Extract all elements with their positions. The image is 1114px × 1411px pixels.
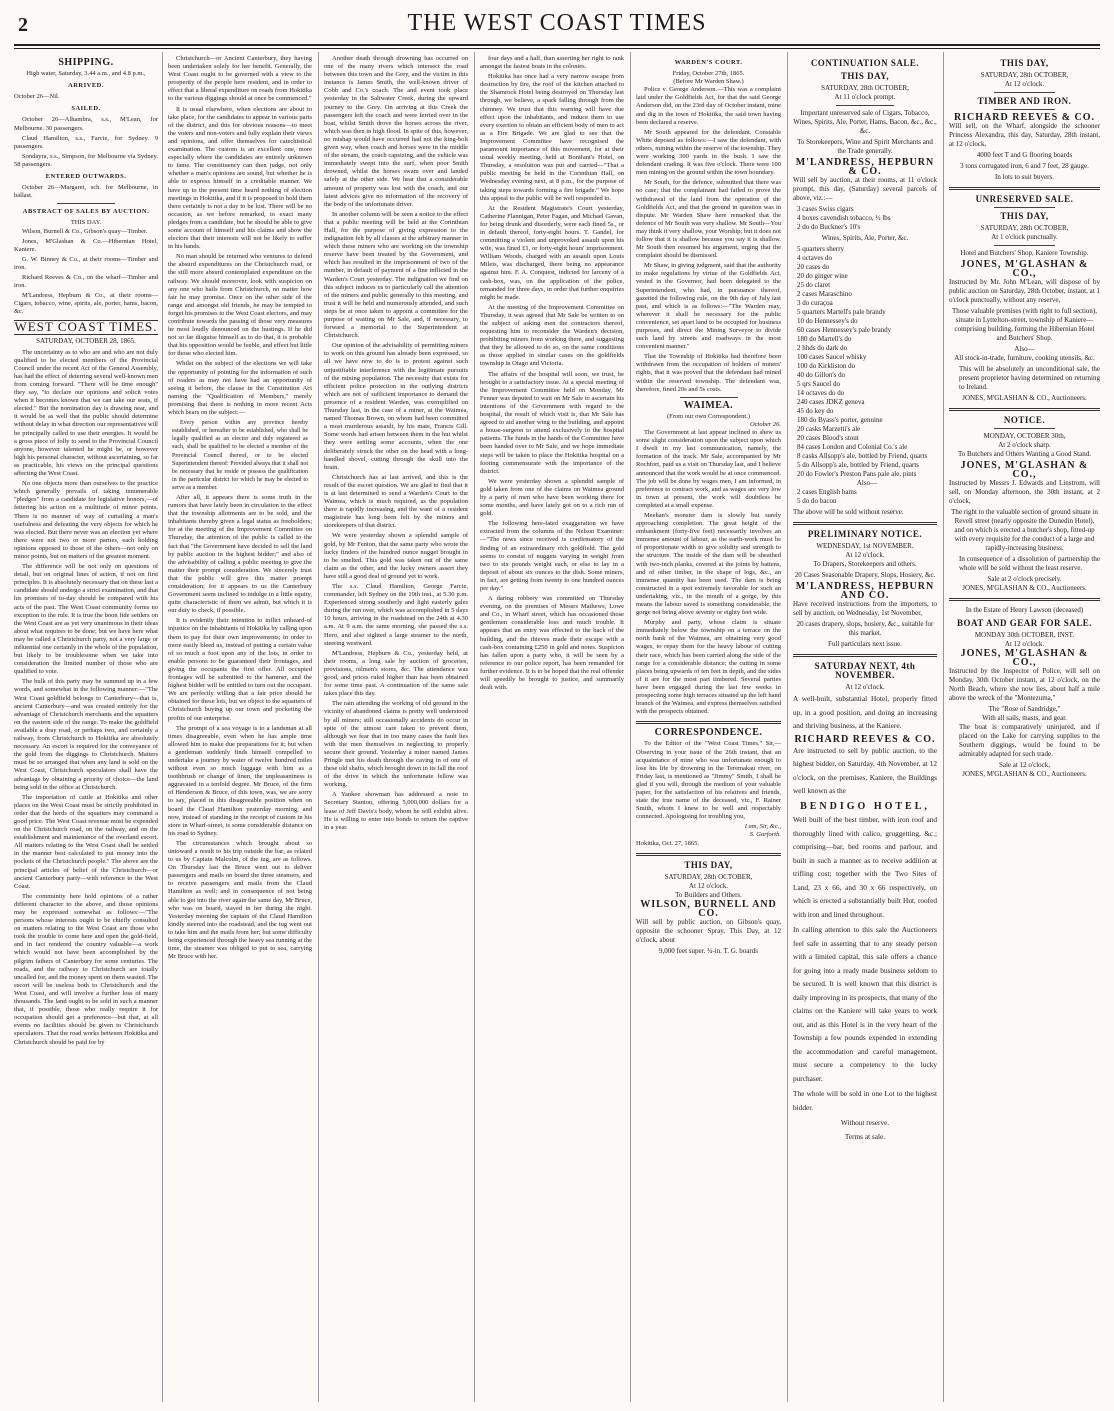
leader-paragraph: No one objects more than ourselves to the practice which generally prevails of taking innumerable "pledges" from a candidate for legislative honors,—of fettering his action on a multitude of minor points. There is no manner of way of curtailing a man's usefulness and defeating the very objects for which he was elected. But there never was an election yet where there were not two or more parties, each holding opinions opposed to those of the others—not only on minor points, but on matters of the greatest moment. xyxy=(14,480,158,560)
separator xyxy=(994,428,1054,429)
advert-unreserved xyxy=(949,195,1100,403)
column-3 xyxy=(324,55,468,1400)
act-quotation: Every person within any province hereby established, or hereafter to be established, who shall be legally qualified as an elector and duly registered as such, shall be qualified to be elected a member of the Provincial Council thereof, or to be elected Superintendent thereof: Provided always that it shall not be necessary that he reside or possess the qualification in the particular district for which he may be elected to serve as a member. xyxy=(172,420,308,491)
advert-item: 3 tons corrugated iron, 6 and 7 feet, 28 gauge. xyxy=(960,162,1089,170)
correspondence-date: Hokitika, Oct. 27, 1865. xyxy=(636,839,700,847)
advert-desc: Important unreserved sale of Cigars, Tobacco, Wines, Spirits, Ale, Porter, Hams, Bacon, &c., &c., &c. xyxy=(793,109,937,135)
stock-item: 2 hhds do dark do xyxy=(797,344,848,352)
advert-this-day: THIS DAY, xyxy=(1000,211,1049,221)
advert-firm: JONES, M'GLASHAN & CO., xyxy=(960,648,1089,668)
article-paragraph: At the Resident Magistrate's Court yesterday, Catherine Flannigan, Peter Fagan, and Michael Gavan, for being drunk and disorderly, were each fined 5s., or in default thereof, forty-eight hours. T. Gandel, for committing a violent and unprovoked assault upon his wife, was fined £1, or forty-eight hours' imprisonment. William Woods, charged with an assault upon Louis Mileis, was discharged, there being no appearance against him. F. A. Conquest, indicted for larceny of a cash-box, was, on the application of the police, remanded for three days, in order that further enquiries might be made. xyxy=(480,204,624,301)
advert-item: 9,000 feet super. ¾-in. T. G. boards xyxy=(659,946,758,955)
advert-firm: RICHARD REEVES & CO. xyxy=(794,733,936,745)
advert-heading: TIMBER AND IRON. xyxy=(977,96,1072,106)
stock-item: 4 octaves do xyxy=(797,254,832,262)
advert-also: Also— xyxy=(1014,345,1035,353)
column-divider xyxy=(318,52,319,1402)
stock-item: 20 do Fowler's Preston Pans pale ale, pints xyxy=(797,470,917,478)
article-paragraph: four days and a half, than asserting her right to rank amongst the fastest boats in the colonies. xyxy=(480,55,624,71)
separator xyxy=(994,92,1054,93)
advert-wilson-burnell xyxy=(636,861,781,956)
column-2 xyxy=(168,55,312,1400)
stock-item: 5 quarters sherry xyxy=(797,245,845,253)
advert-desc: The boat is comparatively uninjured, and if placed on the Lake for carrying supplies to the Southern diggings, would be found to be admirably adapted for such trade. xyxy=(959,723,1100,758)
advert-time: At 11 o'clock prompt. xyxy=(834,93,896,101)
article-paragraph: It is usual elsewhere, when elections are about to take place, for the candidates to appear in various parts of the district, and this for obvious reasons—to meet the voters and non-voters and fully explain their views and opinions, and offer themselves for catechistical examination. The custom is an excellent one, more especially where the candidates are entirely unknown to fame. The constituency can then judge, not only whether a man's opinions are sound, but whether he is able to express himself in a creditable manner. We have up to the present time heard nothing of election meetings in Hokitika, and if it is proposed to hold them there certainly is not a day to be lost. There will be no occasion, as we before remarked, to exact many pledges from a candidate, but he should be able to give some account of himself and his claims and show the electors that their interests will not be likely to suffer in his hands. xyxy=(168,105,312,251)
separator xyxy=(994,109,1054,110)
article-paragraph: The prompt of a sea voyage is to a landsman at all times disagreeable, even when he has ample time allowed him to make due preparations for it; but when a gentleman suddenly finds himself compelled to undertake a journey by water of twelve hundred miles without even so much luggage with him as a toothbrush or change of linen, the unpleasantness is aggravated in a tenfold degree. Mr Bruce, of the firm of Henderson & Bruce, of this town, was, we are sorry to say, placed in this disagreeable position when on board the Claud Hamilton yesterday morning, and now, instead of standing in the receipt of custom in his store in Wharf-street, is some considerable distance on his road to Sydney. xyxy=(168,724,312,837)
advert-desc: A well-built, substantial Hotel, properly fitted up, in a good position, and doing an increasing and thriving business, at the Kaniere. xyxy=(793,694,937,730)
stock-subheading: Wines, Spirits, Ale, Porter, &c. xyxy=(821,234,909,242)
stock-item: 20 cases do xyxy=(797,263,830,271)
advert-reserve: Without reserve. xyxy=(840,1118,890,1127)
stock-item: 5 qrs Saucel do xyxy=(797,380,840,388)
advert-date: SATURDAY, 28th OCTOBER, xyxy=(980,224,1069,232)
stock-item: 45 do key do xyxy=(797,407,834,415)
stock-item: 180 do Byass's porter, genuine xyxy=(797,416,883,424)
page-number: 2 xyxy=(18,14,28,36)
waimea-date: October 26. xyxy=(749,420,781,428)
double-rule xyxy=(793,522,937,525)
advert-stock: All stock-in-trade, furniture, cooking utensils, &c. xyxy=(954,354,1095,362)
separator xyxy=(57,203,115,204)
column-divider xyxy=(474,52,475,1402)
column-5 xyxy=(636,55,781,1400)
waimea-subheading: (From our own Correspondent.) xyxy=(666,412,751,420)
boat-name: The "Rose of Sandridge," xyxy=(988,705,1061,713)
arrived-heading: ARRIVED. xyxy=(68,82,104,90)
separator xyxy=(994,207,1054,208)
waimea-paragraph: The Government at last appear inclined to shew us some slight consideration upon the subject upon which I dwelt in my last communication, namely, the formation of the track. Mr Sale, accompanied by Mr Rochfort, paid us a visit on Thursday last, and I believe announced that the work would be at once commenced. The job will be done by wages men, I am informed, in preference to contract work, and as wages are very low in town at present, the work will doubtless be completed at a small expense. xyxy=(636,429,781,509)
advert-firm: M'LANDRESS, HEPBURN AND CO. xyxy=(795,581,935,601)
court-paragraph: Mr Shaw, in giving judgment, said that the authority to make regulations by virtue of the Goldfields Act, vested in the Governor, had been delegated to the Superintendent, who had, in pursuance thereof, gazetted the following rule, on the 9th day of July last past, and which is as follows:—"The Warden may, wherever it shall be necessary for the public convenience, set apart land to be occupied for business purposes, and direct the Mining Surveyor to divide such land by streets and roadways in the most convenient manner." xyxy=(636,262,781,351)
advert-signature: JONES, M'GLASHAN & CO., Auctioneers. xyxy=(962,584,1087,592)
stock-item: 100 do Kirkliston do xyxy=(797,362,856,370)
advert-heading: UNRESERVED SALE. xyxy=(975,194,1074,204)
masthead-rule-thin xyxy=(14,48,1100,49)
double-rule xyxy=(949,187,1100,190)
advert-this-day: THIS DAY, xyxy=(684,859,733,870)
advert-firm: M'LANDRESS, HEPBURN & CO. xyxy=(795,157,935,177)
sailed-heading: SAILED. xyxy=(71,105,101,113)
advert-items: 20 cases drapery, slops, hosiery, &c., suitable for this market. xyxy=(796,620,934,637)
notice-heading: NOTICE. xyxy=(1003,415,1046,425)
advert-subheading: Hotel and Butchers' Shop, Kaniere Township. xyxy=(960,249,1089,257)
advert-audience: To Storekeepers, Wine and Spirit Merchants and the Trade generally. xyxy=(797,138,933,155)
column-divider xyxy=(162,52,163,1402)
advert-notice xyxy=(949,416,1100,593)
sailed-item: Sondayra, s.s., Simpson, for Melbourne via Sydney. 58 passengers. xyxy=(14,152,158,168)
article-paragraph: At the meeting of the Improvement Committee on Thursday, it was agreed that Mr Sale be written to on the subject of asking men the contractors thereof, requesting him to reconsider the Warden's decision, prohibiting miners from working there, and suggesting that they be allowed to do so, on the same conditions as those applied in similar cases on the goldfields township in Otago and Victoria. xyxy=(480,303,624,368)
stock-item: 84 cases London and Colonial Co.'s ale xyxy=(797,443,908,451)
leader-paragraph: The importation of cattle at Hokitika and other places on the West Coast must be strictly prohibited in order that the herds of the squatters may command a good price. The West Coast revenue must be expended on the Christchurch road, on the railway, and on the establishment and maintenance of the overland escort. All matters relating to the West Coast shall be settled in the manner best calculated to put money into the pockets of the Christchurch people." The above are the principal articles of belief of the Christchurch—or ancient Canterbury party—with reference to the West Coast. xyxy=(14,793,158,890)
article-paragraph: The circumstances which brought about so untoward a result to his trip outside the bar, as related to us by Captain Malcolm, of the tug, are as follows. On Thursday last the Bruce went out to deliver passengers and mails on board the three steamers, and to receive passengers and mails from the Claud Hamilton as well; and in consequence of not being able to get into the river again the same day, Mr Bruce, who was on board, stayed in her during the night. Yesterday morning the captain of the Claud Hamilton kindly steered into the roadstead, and the tug went out to take him and the mails from her; but some difficulty being experienced through the heavy sea running at the time, the steamer was obliged to put to sea, carrying Mr Bruce with her. xyxy=(168,839,312,961)
advert-date: MONDAY, OCTOBER 30th, xyxy=(983,432,1066,440)
stock-item: 20 casks Marzetti's ale xyxy=(797,425,861,433)
advert-date: MONDAY 30th OCTOBER, INST. xyxy=(974,631,1075,639)
stock-item: Also— xyxy=(856,479,878,487)
article-paragraph: The rain attending the working of old ground in the vicinity of abandoned claims is pretty well understood by all miners; still occasionally accidents do occur in spite of the utmost care taken to prevent them, although we fear that in too many cases the fault lies with the men themselves in neglecting to properly secure their ground. Yesterday a miner named James Pringle met his death through the caving in of one of these old shafts, which brought down in its fall the roof of the drive in which the unfortunate fellow was working. xyxy=(324,700,468,789)
advert-text: The whole will be sold in one Lot to the highest bidder. xyxy=(793,1089,937,1112)
advert-time: At 2 o'clock sharp. xyxy=(998,441,1051,449)
stock-item: 2 cases Maraschino xyxy=(797,290,852,298)
advert-heading: PRELIMINARY NOTICE. xyxy=(807,529,923,539)
high-water: High water, Saturday, 3.44 a.m., and 4.8 p.m., xyxy=(26,70,146,78)
advert-date: WEDNESDAY, 1st NOVEMBER. xyxy=(816,542,914,550)
court-heading: WARDEN'S COURT. xyxy=(674,59,743,66)
advert-this-day: THIS DAY, xyxy=(1000,58,1049,68)
abstract-this-day: THIS DAY. xyxy=(70,219,102,227)
leader-paragraph: The difference will be not only on questions of detail, but on original lines of action, if not on first principles. It is absolutely necessary that on these last a candidate should undergo a strict examination, and that his promises of to-day should be compared with his acts of the past. The West Coast community forms no exception to the rule. It is true the boon fide settlers on the West Coast are as yet very unanimous in their ideas about what requires to be done; but we have here what may be called a Christchurch party, not a very large or influential one certainly in the whole of the population, but likely to be troublesome when we take into consideration the limited number of those who are qualified to vote. xyxy=(14,563,158,676)
advert-time: At 12 o'clock. xyxy=(1004,640,1045,648)
court-date: Friday, October 27th, 1865. xyxy=(672,70,745,78)
stock-item: 5 quarters Martell's pale brandy xyxy=(797,308,886,316)
separator xyxy=(680,397,738,398)
correspondence-signature: S. Garforth. xyxy=(749,831,781,839)
article-paragraph: Whilst on the subject of the elections we will take the opportunity of pointing for the information of such of readers as may not have had an opportunity of seeing it before, the clause in the Constitution Act naming the "Qualification of Members," merely promising that there is nothing in more recent Acts which bears on the subject:— xyxy=(168,360,312,417)
abstract-item: Jones, M'Glashan & Co.—Hibernian Hotel, Kaniere. xyxy=(14,237,158,253)
article-paragraph: The affairs of the hospital will soon, we trust, be brought to a satisfactory issue. At a special meeting of the Improvement Committee held on Monday, Mr Fenner was deputed to wait on Mr Sale to ascertain his intentions of the Government with regard to the hospital, the result of which visit is, that Mr Sale has agreed to aid another wing to the building, and appoint a house-surgeon to attend exclusively to the hospital patients. The funds in the hands of the Committee have been handed over to Mr Sale, and we hope immediate steps will be taken to place the Hokitika hospital on a footing commensurate with the importance of the district. xyxy=(480,370,624,475)
advert-sale-time: Sale at 12 o'clock, xyxy=(998,761,1051,769)
editorial-dateline: SATURDAY, OCTOBER 28, 1865. xyxy=(36,336,136,345)
column-divider xyxy=(787,52,788,1402)
separator xyxy=(836,105,894,106)
article-paragraph: Christchurch—or Ancient Canterbury, they having been undertaken solely for her benefit. Generally, the West Coast ought to be governed with a view to the prosperity of the people here resident, and in order to effect that a liberal expenditure on roads from Hokitika to the various diggings should at once be commenced." xyxy=(168,55,312,103)
advert-text: Will sell by public auction, on Gibson's quay, opposite the schooner Spray, This Day, at 12 o'clock, about xyxy=(636,917,781,944)
article-paragraph: Another death through drowning has occurred on one of the many rivers which intersect the road between this town and the Grey, and the victim in this instance is James Smith, the well-known driver of Cobb and Co.'s coach. The and event took place yesterday in the Saltwater Creek, during the upward journey to the Grey. On arriving at this Creek the passengers left the coach and were ferried over in the boat, whilst Smith drove the horses across the river, which was then in high flood. In spite of this, however, no mishap would have occurred had not the king-bolt given way, when coach and horses were in the middle of the stream, the coach capsizing, and the vehicle was immediately swept into the surf, when poor Smith drowned, whilst the horses swam over and landed safely at the other side. We hear that a considerable amount of property was lost with the coach, and our latest advices give no information of the recovery of the body of the unfortunate driver. xyxy=(324,55,468,208)
stock-item: 8 casks Allsopp's ale, bottled by Friend, quarts xyxy=(797,452,928,460)
article-paragraph: In another column will be seen a notice to the effect that a public meeting will be held at the Corinthian Hall, for the purpose of giving expression to the indignation felt by all classes at the arbitrary manner in which these miners who are working on the township reserve have been treated by the Government, and which has resulted in the imprisonment of two of the number, in default of payment of a fine inflicted in the Warden's Court yesterday. The indignation we find on this subject induces us to particularly call the attention of the miners and public generally to this meeting, and trust it will be held and numerously attended, and such steps be at once taken to appoint a committee for the purpose of waiting on Mr Sale, and, if necessary, to forward a memorial to the Superintendent at Christchurch. xyxy=(324,210,468,340)
arrived-text: October 26—Nil. xyxy=(14,93,60,101)
double-rule xyxy=(636,853,781,856)
advert-estate: In the Estate of Henry Lawson (deceased) xyxy=(965,606,1084,614)
advert-firm: JONES, M'GLASHAN & CO., xyxy=(960,259,1089,279)
correspondence-letter: To the Editor of the "West Coast Times." Sir,—Observing in your issue of the 26th instant, that an acquaintance of mine who was unfortunate enough to lose his life by drowning in the Teremakau river, on Friday last, is mentioned as "Jimmy" Smith, I shall be glad if you will, through the medium of your valuable paper, for the satisfaction of his relatives and friends, state the true name of the deceased, viz., F. Rainer Smith, whom I knew to be well and respectably connected. Apologising for troubling you, xyxy=(636,740,781,821)
advert-note: In lots to suit buyers. xyxy=(995,173,1054,181)
advert-text: Instructed by Mr. John M'Lean, will dispose of by public auction on Saturday, 28th October, instant, at 1 o'clock punctually, without any reserve, xyxy=(949,278,1100,304)
separator xyxy=(994,245,1054,246)
sailed-item: October 26—Alhambra, s.s., M'Lean, for Melbourne. 30 passengers. xyxy=(14,116,158,132)
stock-item: 20 cases Blood's stout xyxy=(797,434,859,442)
waimea-paragraph: Murphy and party, whose claim is situate immediately below the township on a terrace on the north bank of the Waimea, are obtaining very good wages, to repay them for the heavy labour of cutting their race, which has been carried along the side of the range for a considerable distance; the cutting in some places being upwards of ten feet in depth, and the sides of it are for the most part timbered. Several parties have been engaged during the last few weeks in prospecting some high terraces situated up the left hand branch of the Waimea, and express themselves satisfied with the prospects obtained. xyxy=(636,619,781,716)
column-7 xyxy=(949,55,1100,1400)
hotel-name: BENDIGO HOTEL, xyxy=(800,800,930,812)
advert-note: The above will be sold without reserve. xyxy=(793,508,904,516)
abstract-item: M'Landress, Hepburn & Co., at their rooms—Cigars, tobacco, wine, spirits, ale, porter, hams, bacon, &c. xyxy=(14,292,158,316)
advert-time: At 1 o'clock punctually. xyxy=(991,233,1058,241)
double-rule xyxy=(636,721,781,724)
shipping-heading: SHIPPING. xyxy=(58,57,114,68)
advert-heading: SATURDAY NEXT, 4th NOVEMBER. xyxy=(814,661,916,680)
stock-item: 3 do curaçoa xyxy=(797,299,833,307)
stock-item: 100 cases Saucel whisky xyxy=(797,353,867,361)
article-paragraph: No man should be returned who ventures to defend the absurd expenditures on the Christchurch road, or the still more absurd contemplated expenditure on the railway. We should moreover, look with suspicion on any one who hails from Christchurch, no matter how fair he may promise. Once on the other side of the range and amongst old friends, he may be tempted to forget his promises to the West Coast electors, and may contribute towards the passing of those very measures he most loudly denounced on the hustings. If he did not so far disguise himself as to do that, it is probable that his opposition would be feeble, and effect but little for those who elected him. xyxy=(168,253,312,358)
column-divider xyxy=(943,52,944,1402)
stock-list xyxy=(793,205,937,232)
advert-date: SATURDAY, 28th OCTOBER, xyxy=(980,71,1069,79)
advert-heading: BOAT AND GEAR FOR SALE. xyxy=(957,618,1092,628)
abstract-heading: ABSTRACT OF SALES BY AUCTION. xyxy=(22,208,150,216)
entered-heading: ENTERED OUTWARDS. xyxy=(45,173,127,181)
waimea-paragraph: Meehan's monster dam is slowly but surely approaching completion. The great height of the embankment (forty-five feet) necessarily involves an immense amount of labour, as the earth-work must be of proportionate width to give solidity and strength to the structure. The inside of the dam will be sheathed with two-inch planks, covered at the joints by battens, and of other timber, in the shape of logs, &c., an immense quantity has been used. The dam is being constructed in a spot extremely favorable for such an undertaking, viz., in the mouth of a gorge, by this means the labour saved is something considerable, the gorge not being above seventy or eighty feet wide. xyxy=(636,511,781,617)
advert-with: With all sails, masts, and gear. xyxy=(982,714,1067,722)
article-paragraph: M'Landress, Hepburn & Co., yesterday held, at their rooms, a long sale by auction of groceries, provisions, oilmen's stores, &c. The attendance was good, and prices ruled higher than has been obtained for some time past. A continuation of the same sale takes place this day. xyxy=(324,649,468,698)
column-divider xyxy=(630,52,631,1402)
article-paragraph: Christchurch has at last arrived, and this is the result of the escort question. We are glad to find that it is at last determined to send a Warden's Court to the Waimea, which is much required, as the population there is rapidly increasing, and the want of a resident magistrate has long been felt by the miners and storekeepers of that district. xyxy=(324,473,468,530)
advert-date: SATURDAY, 28th OCTOBER, xyxy=(821,84,909,92)
advert-note: This will be absolutely an unconditional sale, the present proprietor having determined on returning to Ireland. xyxy=(959,365,1100,391)
article-paragraph: Our opinion of the advisability of permitting miners to work on this ground has already been expressed, so all we have now to do is to protest against such unjustifiable interference with the legitimate pursuits of the mining population. The necessity that exists for efficient police protection in the outlying districts which are not of sufficient importance to demand the presence of a resident Warden, was exemplified on Thursday last, in the case of a miner, at the Waimea, named Thomas Brown, on whom had been committed a most murderous assault, by his mate, Francis Gill. Some words had arisen between them in the hut whilst they were settling some accounts, when the one deliberately struck the other on the head with a long-handled shovel, cutting through the skull into the brain. xyxy=(324,342,468,471)
advert-desc: The right to the valuable section of ground situate in Revell street (nearly opposite the Dunedin Hotel), and on which is erected a butcher's shop, fitted-up with every requisite for the conduct of a large and rapidly-increasing business. xyxy=(951,508,1098,552)
leader-paragraph: The community here hold opinions of a rather different character to the above, and those opinions may be expressed somewhat as follows:—"The persons whose interests ought to be chiefly consulted on matters relating to the West Coast are those who took the trouble to come here and open the gold-field, and in fact rendered the country valuable—a work which would not have been accomplished by the pilgrim fathers of Canterbury for some centuries. The roads, and the railway to Christchurch are totally uncalled for, and the money spent on them wasted. The escort will be useless both to Christchurch and the West Coast, and will involve a further loss of many thousands. The land ought to be sold in such a manner that, if possible, those who really require it for occupation should get a preference—but that, at all events no facilities should be given to Christchurch speculators. That the road works between Hokitika and Christchurch should be paid for by xyxy=(14,892,158,1046)
advert-signature: JONES, M'GLASHAN & CO., Auctioneers. xyxy=(962,394,1087,402)
article-paragraph: We were yesterday shown a splendid sample of gold, by Mr Fenton, that the same party who wrote the lucky finders of the hundred ounce nugget brought in to be smelted. This gold was taken out of the same claim as the other, and the lucky owners assert they have still a good deal of ground yet to work. xyxy=(324,532,468,580)
masthead xyxy=(14,8,1100,44)
article-paragraph: The s.s. Claud Hamilton, George Farcie, commander, left Sydney on the 19th inst., at 5.30 p.m. Experienced strong southerly and light easterly gales during the run over, which was accomplished in 5 days 10 hours, arriving in the roadstead on the 24th at 4.30 a.m. At 9 a.m. the same morning, she passed the s.s. Hero, and also sighted a large steamer to the north, steering westward. xyxy=(324,583,468,647)
article-paragraph: After all, it appears there is some truth in the rumors that have lately been in circulation to the effect that the township allotments are to be sold, and the inhabitants thereby given a legal status as freeholders; for at the meeting of the Improvement Committee on Thursday, the attention of the public is called to the fact that "the Government have decided to sell the land by public auction in the highest bidder;" and also of the advisability of calling a public meeting to give the matter their prompt consideration. We sincerely trust that the public will give this matter prompt consideration; for it appears to us the Canterbury Government seem inclined to indulge in a little equity, quite characteristic of them we admit, but which it is our duty to check, if possible. xyxy=(168,493,312,615)
advert-audience: To Drapers, Storekeepers and others. xyxy=(813,560,917,568)
stock-item: 3 cases Swiss cigars xyxy=(797,205,854,213)
stock-item: 60 cases Hennessey's pale brandy xyxy=(797,326,892,334)
advert-text: Will sell by auction, at their rooms, at 11 o'clock prompt, this day, (Saturday) several parcels of above, viz.:— xyxy=(793,176,937,202)
column-6 xyxy=(793,55,937,1400)
advert-signature: JONES, M'GLASHAN & CO., Auctioneers. xyxy=(962,770,1087,778)
advert-time: At 12 o'clock. xyxy=(845,551,885,559)
court-paragraph: Police v. George Anderson.—This was a complaint laid under the Goldfields Act, for that the said George Anderson did, on the 23rd day of October instant, mine and dig in the town of Hokitika, the said town having been declared a reserve. xyxy=(636,86,781,126)
double-rule xyxy=(949,598,1100,601)
advert-firm: JONES, M'GLASHAN & CO., xyxy=(960,460,1089,480)
stock-item: 180 do Martell's do xyxy=(797,335,852,343)
stock-item: 40 do Gillon's do xyxy=(797,371,846,379)
advert-time: At 12 o'clock. xyxy=(845,683,885,691)
advert-note: In consequence of a dissolution of partnership the whole will be sold without the least reserve. xyxy=(959,555,1100,572)
court-paragraph: Mr South, for the defence, submitted that there was no case; that the complainant had failed to prove the withdrawal of the land from the operation of the Goldfields Act, and that the ground in question was in dispute. Mr Warden Shaw here remarked that the defence of Mr South was very shallow. Mr South—You may think it very shallow, your Worship; but it does not follow that it is shallow because you say it is shallow. Mr South then resumed his argument, urging that the complaint should be dismissed. xyxy=(636,179,781,260)
advert-desc: Those valuable premises (with right to full section), situate in Lyttelton-street, township of Kaniere—comprising building, forming the Hibernian Hotel and Butchers' Shop. xyxy=(951,307,1098,342)
correspondence-heading: CORRESPONDENCE. xyxy=(654,727,763,739)
leader-paragraph: The uncertainty as to who are and who are not duly qualified to be elected members of the Provincial Council under the recent Act of the General Assembly, has had the effect of deterring several well-known men from coming forward. "There will be time enough" they say, "to declare our opinions and solicit votes when it becomes known that we can take our seats, if elected." But the nomination day is drawing near, and it would be as well that the public should determine without delay in what direction our representatives will be principally called to use their energies. It would be a gross piece of folly to send to the Provincial Council anyone, however talented he might be, or however high his personal character, without ascertaining, so far as practicable, his views on the principal questions affecting the West Coast. xyxy=(14,348,158,478)
stock-item: 25 do claret xyxy=(797,281,831,289)
waimea-heading: WAIMEA. xyxy=(683,399,734,411)
advert-audience: To Builders and Others. xyxy=(675,890,742,899)
double-rule xyxy=(793,654,937,657)
advert-text: Instructed by Messrs J. Edwards and Linstrom, will sell, on Monday afternoon, the 30th instant, at 2 o'clock, xyxy=(949,479,1100,505)
entered-text: October 26—Margaret, sch. for Melbourne, in ballast. xyxy=(14,184,158,200)
column-1 xyxy=(14,55,158,1400)
advert-firm: WILSON, BURNELL AND CO. xyxy=(640,898,777,919)
stock-item: 2 cases English hams xyxy=(797,488,857,496)
advert-time: At 12 o'clock. xyxy=(1004,80,1045,88)
article-paragraph: The following here-fated exaggeration we have extracted from the columns of the Nelson Examiner:—"The news since received is confirmatory of the finding of an extraordinary rich goldfield. The gold seems to consist of nuggets varying in weight from two to six pounds weight each, or else to lay in a deposit of about six ounces to the dish. Some miners, in fact, are getting from twenty to one hundred ounces per day." xyxy=(480,520,624,592)
editorial-nameplate: WEST COAST TIMES. xyxy=(14,319,158,335)
double-rule xyxy=(949,408,1100,411)
advert-boat-gear xyxy=(949,606,1100,779)
advert-text: In calling attention to this sale the Auctioneers feel safe in asserting that to any steady person with a limited capital, this sale offers a chance for going into a ready made business seldom to be secured. It is well known that this district is daily improving in its prospects, that many of the claims on the Kaniere will take years to work out, and as this Hotel is in the very heart of the Township a few pounds expended in extending the accommodation and careful management, must secure a competency to the lucky purchaser. xyxy=(793,925,937,1083)
court-paragraph: That the Township of Hokitika had therefore been withdrawn from the occupation of holders of miners' rights, that it was proved that the defendant had mined within the reserved township. The defendant was, therefore, fined 20s and 5s costs. xyxy=(636,353,781,393)
stock-item: 5 do Allsopp's ale, bottled by Friend, quarts xyxy=(797,461,920,469)
advert-text: Have received instructions from the importers, to sell by auction, on Wednesday, 1st November, xyxy=(793,600,937,617)
advert-text: Well built of the best timber, with iron roof and thoroughly lined with calico, gruggetting, &c.; comprising—bar, bed rooms and parlour, and built in such a manner as to receive addition at trifling cost; together with the Two Sites of Land, 23 x 66, and 30 x 66 respectively, on which is erected a substantially built Hut, roofed with iron and lined throughout. xyxy=(793,815,937,919)
correspondence-closing: I am, Sir, &c., xyxy=(744,823,781,831)
advert-timber-iron xyxy=(949,59,1100,182)
court-paragraph: Mr South appeared for the defendant. Constable White deposed as follows:—I saw the defendant, with others, mining within the reserve of the township. They were working 300 yards in the bush. I saw the defendant crading. It was five o'clock. There were 100 men mining on the ground within the town boundary. xyxy=(636,128,781,177)
stock-item: 4 boxes cavendish tobacco, ½ lbs xyxy=(797,214,891,222)
advert-continuation-sale xyxy=(793,59,937,1143)
stock-item: 2 do do Buckner's 10's xyxy=(797,223,861,231)
advert-text: Are instructed to sell by public auction, to the highest bidder, on Saturday, 4th November, at 12 o'clock, on the premises, Kaniere, the Buildings well known as the xyxy=(793,745,937,795)
article-paragraph: We were yesterday shown a splendid sample of gold taken from one of the claims on Waimea ground by a party of men who have been working there for some months, and have lately got on to a rich run of gold. xyxy=(480,477,624,518)
advert-desc: 20 Cases Seasonable Drapery, Slops, Hosiery, &c. xyxy=(794,571,936,579)
abstract-item: Wilson, Burnell & Co., Gibson's quay—Timber. xyxy=(22,227,148,235)
abstract-item: G. W. Binney & Co., at their rooms—Timber and iron. xyxy=(14,255,158,271)
advert-sale-time: Sale at 2 o'clock precisely. xyxy=(987,575,1062,583)
advert-this-day: THIS DAY, xyxy=(840,71,890,81)
advert-item: 4000 feet T and G flooring boards xyxy=(976,151,1073,159)
masthead-rule xyxy=(14,44,1100,46)
advert-firm: RICHARD REEVES & CO. xyxy=(953,112,1096,123)
stock-item: 20 do ginger wine xyxy=(797,272,848,280)
advert-text: Will sell, on the Wharf, alongside the schooner Princess Alexandra, this day, Saturday, 28th instant, at 12 o'clock, xyxy=(949,122,1100,148)
abstract-item: Richard Reeves & Co., on the wharf—Timber and iron. xyxy=(14,273,158,290)
article-paragraph: Hokitika has once had a very narrow escape from destruction by fire, the roof of the kitchen attached to the Shamrock Hotel being destroyed on Thursday last through, we believe, a spark falling through from the chimney. We trust that this warning will have due effect upon the inhabitants, and induce them to use every exertion to obtain an efficient body of men to act as a Fire Brigade. We are glad to see that the Improvement Committee have recognised the paramount importance of this movement, for at their usual weekly meeting, held at Bonifant's Hotel, on Thursday, a resolution was put and carried—"That a public meeting be held in the Corinthian Hall, on Wednesday evening next, at 8 p.m., for the purpose of taking steps towards forming a fire brigade." We hope this appeal to the public will be well responded to. xyxy=(480,73,624,202)
article-paragraph: It is evidently their intention to inflict unheard-of injustice on the inhabitants of Hokitika by calling upon them to pay for their own improvements; in order to more easily bleed us, instead of putting a certain value of so much a foot upon any of the lots, in order to enable persons to be guaranteed their frontages, and giving the occupants the first offer. All occupied frontages will be submitted to the hammer, and the highest bidder will be entitled to turn out the occupant. We are perfectly willing that a fair price should be obtained for these lots, but we object to the squatters of Christchurch buying up our town and pocketing the profits of our enterprise. xyxy=(168,617,312,722)
column-4 xyxy=(480,55,624,1400)
stock-item: 14 octaves do do xyxy=(797,389,845,397)
article-paragraph: A daring robbery was committed on Thursday evening, on the premises of Messrs Mathews, Lowe and Co., in Wharf street, which has occasioned those gentlemen considerable loss and much trouble. It appears that an entry was effected to the back of the building, and the thieves made their escape with a cash-box containing £250 in gold and notes. Suspicion has fallen upon a party who, it will be seen by a reference to our police report, has been remanded for further evidence. It is to be hoped that the real offender will speedily be brought to justice, and summarily dealt with. xyxy=(480,595,624,692)
stock-item: 5 do do bacon xyxy=(797,497,837,505)
stock-list-wines xyxy=(793,245,937,506)
advert-time: At 12 o'clock. xyxy=(688,881,729,890)
advert-note: Full particulars next issue. xyxy=(828,640,902,648)
advert-date: SATURDAY, 28th OCTOBER, xyxy=(664,872,753,881)
court-before: (Before Mr Warden Shaw.) xyxy=(673,78,744,86)
advert-terms: Terms at sale. xyxy=(844,1131,886,1141)
advert-heading: CONTINUATION SALE. xyxy=(810,58,920,68)
advert-audience: To Butchers and Others Wanting a Good Stand. xyxy=(958,450,1091,458)
advert-text: Instructed by the Inspector of Police, will sell on Monday, 30th October instant, at 12 o'clock, on the North Beach, where she now lies, about half a mile above the wreck of the "Montezuma," xyxy=(949,667,1100,702)
stock-item: 240 cases JDKZ geneva xyxy=(797,398,865,406)
article-paragraph: A Yankee showman has addressed a note to Secretary Stanton, offering 5,000,000 dollars for a lease of Jeff Davis's body, whom he will exhibit alive. He is willing to enter into bonds to return the captive in a year. xyxy=(324,791,468,831)
sailed-item: Claud Hamilton, s.s., Farcie, for Sydney. 9 passengers. xyxy=(14,134,158,150)
leader-paragraph: The bulk of this party may be summed up in a few words, and somewhat in the following manner:—"The West Coast goldfield belongs to Canterbury—that is, ancient Canterbury—and was created entirely for the advantage of Christchurch merchants and the squatters on the eastern side of the range. To make the goldfield available a dray road, or perhaps two, and certainly a railway, from Christchurch to Hokitika are absolutely necessary. An escort is required for the conveyance of the gold from the diggings to Christchurch. Matters must be so arranged that when any land is sold on the West Coast, Christchurch speculators shall have the advantage by obtaining a priority of choice—the land being sold in the office at Christchurch. xyxy=(14,678,158,791)
newspaper-title: THE WEST COAST TIMES xyxy=(407,10,707,36)
stock-item: 10 do Hennessey's do xyxy=(797,317,858,325)
